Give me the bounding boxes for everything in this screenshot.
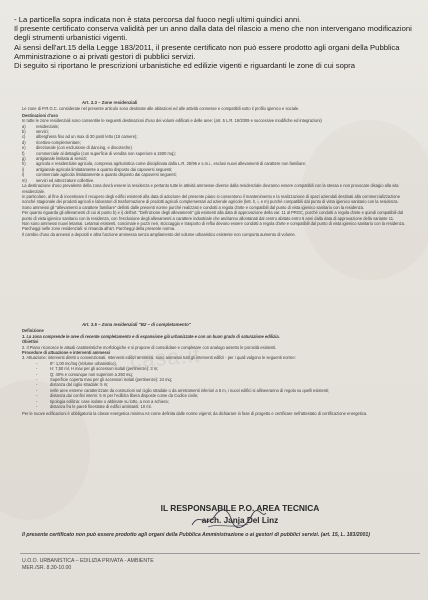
footer-office: U.O.O. URBANISTICA – EDILIZIA PRIVATA - AMBIENTE bbox=[22, 558, 154, 564]
list-item bbox=[36, 404, 414, 409]
list-marker: d) bbox=[22, 139, 26, 145]
definition-text: 1. La zona comprende le aree di recente completamento e di espansione già urbanizzate e con un buon grado di saturazione edilizia. bbox=[22, 333, 280, 339]
list-marker: - bbox=[36, 387, 38, 393]
footer-hours: MER./SR. 8.30-10.00 bbox=[22, 565, 72, 571]
intro-line: - La particella sopra indicata non è stata percorsa dal fuoco negli ultimi quindici anni. bbox=[14, 15, 302, 24]
list-text: distanza dal ciglio stradale: 5 m; bbox=[50, 382, 109, 388]
list-text: IF: 1,00 mc/mq (Volume urbanistico), bbox=[50, 360, 117, 366]
handwritten-signature bbox=[188, 507, 268, 531]
list-text: residenziale; bbox=[36, 123, 59, 129]
article-paragraph: In tutte le zone residenziali sono consentite le seguenti destinazioni d'uso dei volumi edificati e delle aree: (art. 5 L.R. 19/2009 e successive modifiche ed integrazioni) bbox=[22, 118, 322, 124]
list-marker: f) bbox=[22, 150, 25, 156]
list-text: artigianale limitata ai servizi; bbox=[36, 156, 88, 162]
list-text: commerciale agricola limitatamente a quanto disposto dai capoversi seguenti; bbox=[36, 172, 177, 178]
list-marker: b) bbox=[22, 129, 26, 135]
list-text: agricola e residenziale agricola, compresa agrituristica come disciplinata dalla L.R. 25/96 e s.m.i., esclusi nuovi allevamenti di carattere non familiare; bbox=[36, 161, 307, 167]
article-3-5 bbox=[22, 322, 414, 416]
section-title: Destinazioni d'uso bbox=[22, 112, 59, 118]
list-text: servizi ed attrezzature collettive. bbox=[36, 177, 95, 183]
signature-role: IL RESPONSABILE P.O. AREA TECNICA bbox=[160, 503, 320, 513]
list-text: Q: 40% e comunque non superiore a 250 mq; bbox=[50, 371, 133, 377]
list-marker: - bbox=[36, 366, 38, 372]
list-text: ricettivo-complementare; bbox=[36, 139, 81, 145]
article-paragraph: Per le nuove edificazioni è obbligatoria la classe energetica minima A4 come definita dalle norme vigenti; da dichiarare in fase di progetto e certificare nell'attestato di certificazione energetica. bbox=[22, 410, 368, 416]
list-marker: h) bbox=[22, 161, 26, 167]
article-paragraph: 3. Attuazione: interventi diretti o convenzionati. Interventi edilizi ammessi: sono ammessi tutti gli interventi edilizi - per i quali valgono le seguenti norme: bbox=[22, 355, 296, 361]
list-text: artigianale agricola limitatamente a quanto disposto dai capoversi seguenti; bbox=[36, 166, 173, 172]
list-text: distanza fra le pareti finestrate di edifici antistanti: 10 ml. bbox=[50, 404, 152, 410]
article-paragraph: Non sono ammessi nuovi letamai. Letamai esistenti, concimaie e pozzi neri, stoccaggio e trasporto di reflui devono essere condotti a regola d'arte e compatibili dal punto di vista igienico sanitario con la residenza. bbox=[22, 220, 406, 226]
list-text: Superficie coperta max per gli accessori isolati (pertinenze): 24 mq; bbox=[50, 377, 172, 383]
list-text: commerciale al dettaglio (con superficie di vendita non superiore a 1500 mq); bbox=[36, 150, 176, 156]
list-marker: l) bbox=[22, 172, 25, 178]
list-text: servizi; bbox=[36, 129, 49, 135]
article-paragraph: 2. Il Piano riconosce le attuali caratteristiche morfologiche e si propone di consolidare e completare con analogo assetto le porosità esistenti. bbox=[22, 344, 277, 350]
article-paragraph: In particolare, al fine di incentivare il recupero degli edifici esistenti alla data di adozione del presente piano si consentono il mantenimento e la realizzazione di spazi aziendali destinati alla commercializzazione nonché stagionale dei prodotti agricoli e laboratori di trasformazione di prodotti agricoli complementari ad aziende agricole (lett. h, i, e m) purché compatibili dal punto di vista igienico sanitario con la residenza. bbox=[22, 193, 400, 205]
list-marker: - bbox=[36, 377, 38, 383]
list-marker: - bbox=[36, 360, 38, 366]
list-marker: - bbox=[36, 371, 38, 377]
list-text: direzionale (con esclusione di dancing, e discoteche) bbox=[36, 145, 132, 151]
intro-block bbox=[14, 15, 414, 70]
article-heading: Art. 3.5 – Zona residenziali "B2 – di completamento" bbox=[82, 322, 191, 327]
list-marker: a) bbox=[22, 123, 26, 129]
article-paragraph: Le zone di P.R.G.C. considerate nel presente articolo sono destinate alle abitazioni ed alle attività connesse e compatibili sotto il profilo igienico e sociale. bbox=[22, 106, 300, 112]
article-paragraph: Per quanto riguarda gli allevamenti di cui al punto b) e i) dell'art. "Definizione degli allevamenti" già esistenti alla data di approvazione della var. 11 al PRGC, purché condotti a regola d'arte e quindi compatibili dal punto di vista igienico sanitario con la residenza, con l'esclusione degli allevamenti a carattere industriale che andranno allontanati dal centro abitato entro 5 anni dalla data di approvazione della variante 11. bbox=[22, 210, 404, 221]
list-marker: c) bbox=[22, 134, 26, 140]
intro-line: Ai sensi dell'art.15 della Legge 183/2011, il presente certificato non può essere prodotto agli organi della Pubblica Amministrazione o ai privati gestori di pubblici servizi. bbox=[14, 42, 400, 61]
index-list bbox=[22, 361, 414, 410]
section-title: Definizione bbox=[22, 328, 44, 334]
list-marker: m) bbox=[22, 177, 27, 183]
list-text: nelle aree esterne caratterizzate da costruzioni sul ciglio stradale o da arretramenti inferiori a 5 m, i nuovi edifici si allineeranno di regola su quelli esistenti; bbox=[50, 387, 330, 393]
article-paragraph: Parcheggi nelle zone residenziali: si rimanda all'art. Parcheggi della presente norma. bbox=[22, 226, 176, 232]
watermark: casa.it bbox=[129, 341, 202, 374]
signature-name: arch. Janja Del Linz bbox=[201, 516, 279, 525]
list-text: H: 7,50 ml, H max per gli accessori isolati (pertinenze): 3 m; bbox=[50, 366, 159, 372]
article-3-3 bbox=[22, 100, 414, 237]
article-paragraph: Sono ammessi gli "allevamenti a carattere familiare" definiti dalle presenti norme purché realizzati e condotti a regola d'arte e compatibili dal punto di vista igienico sanitario con la residenza. bbox=[22, 204, 365, 210]
list-text: distanza dai confini interni: 5 m per l'edilizia libera disposte come da Codice civile; bbox=[50, 393, 199, 399]
list-marker: - bbox=[36, 393, 38, 399]
list-marker: e) bbox=[22, 145, 26, 151]
footer bbox=[22, 558, 154, 572]
list-marker: - bbox=[36, 382, 38, 388]
list-text: alberghiera fino ad un max di 30 posti letto (15 camere); bbox=[36, 134, 138, 140]
intro-line: Il presente certificato conserva validità per un anno dalla data del rilascio a meno che non intervengano modificazioni degli strumenti urbanistici vigenti. bbox=[14, 24, 412, 43]
list-text: tipologia edilizia: case isolate o abbinate su lotto, a non a schiera; bbox=[50, 398, 169, 404]
footer-divider bbox=[20, 553, 420, 554]
list-marker: g) bbox=[22, 156, 26, 162]
list-marker: i) bbox=[22, 166, 25, 172]
section-title: Obiettivi bbox=[22, 339, 39, 345]
list-marker: - bbox=[36, 404, 38, 410]
footer-note: Il presente certificato non può essere prodotto agli organi della Pubblica Amministrazione o ai gestori di pubblici servizi. (art. 15, L. 183/2001) bbox=[22, 532, 371, 538]
section-title: Procedure di attuazione e interventi ammessi bbox=[22, 350, 111, 356]
article-paragraph: Il cambio d'uso da annessi a depositi e altra funzione ammessa senza ampliamento del volume urbanistico esistente non comporta aumento di volume. bbox=[22, 231, 296, 237]
article-heading: Art. 3.3 – Zone residenziali bbox=[82, 100, 138, 105]
destination-list bbox=[22, 124, 414, 183]
article-paragraph: La destinazione d'uso prevalente della zona dovrà essere la residenza e pertanto tutte le attività ammesse diverse dalla residenziale dovranno essere compatibili con la stessa e non provocare disagio alla vita residenziale. bbox=[22, 183, 399, 194]
intro-line: Di seguito si riportano le prescrizioni urbanistiche ed edilizie vigenti e riguardanti le zone di cui sopra bbox=[14, 61, 355, 71]
article-paragraphs bbox=[22, 183, 414, 237]
list-marker: - bbox=[36, 398, 38, 404]
